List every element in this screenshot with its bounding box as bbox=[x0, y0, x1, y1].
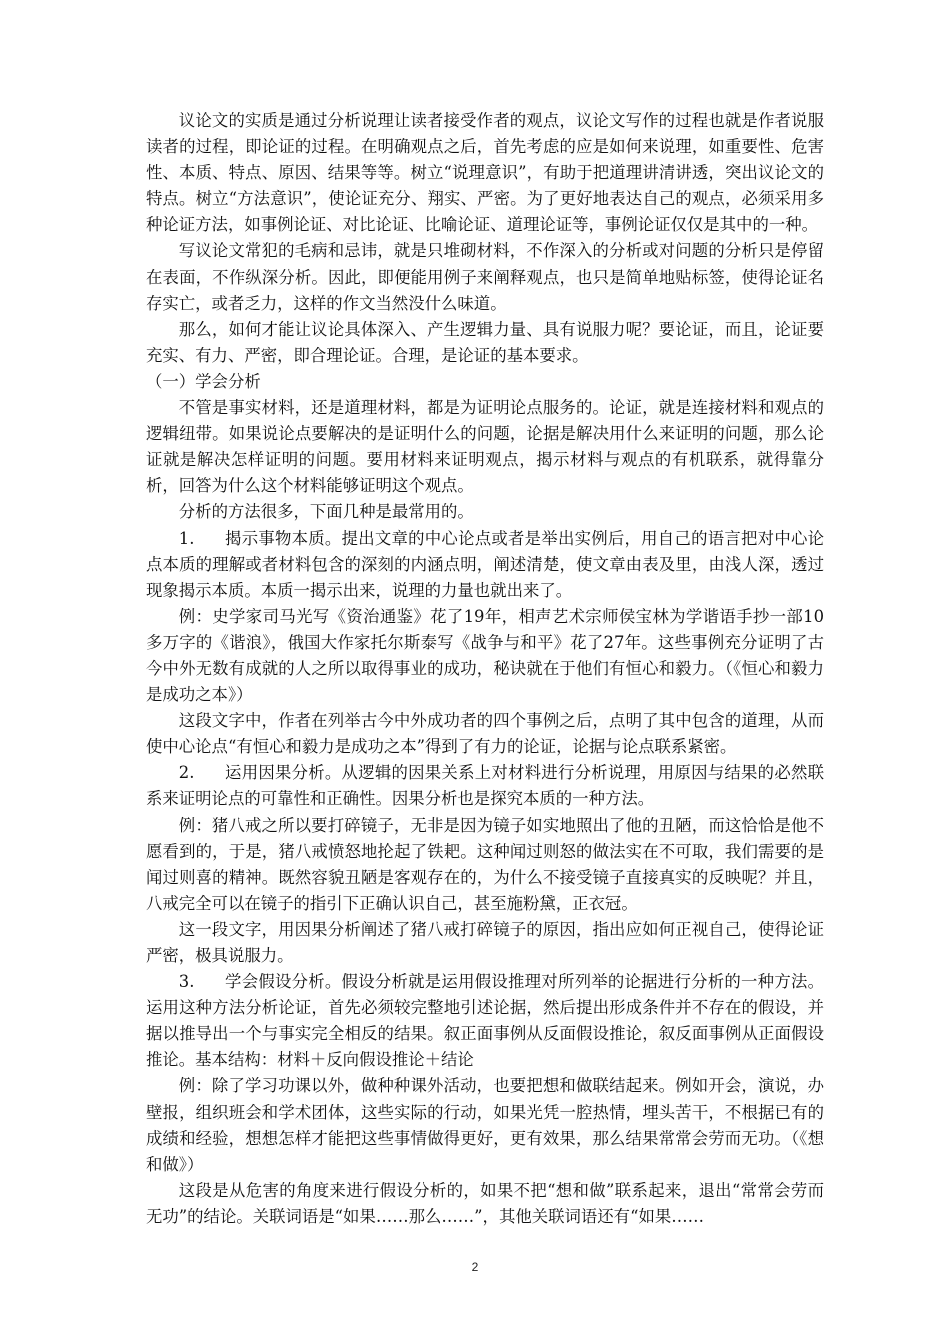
list-item-text: 揭示事物本质。提出文章的中心论点或者是举出实例后，用自己的语言把对中心论点本质的理解或者材料包含的深刻的内涵点明，阐述清楚，使文章由表及里，由浅人深，透过现象揭示本质。本质一揭示出来，说理的力量也就出来了。 bbox=[146, 528, 824, 600]
commentary-3: 这段是从危害的角度来进行假设分析的，如果不把“想和做”联系起来，退出“常常会劳而无功”的结论。关联词语是“如果……那么……”，其他关联词语还有“如果…… bbox=[146, 1180, 824, 1226]
page-number: 2 bbox=[471, 1260, 479, 1274]
list-item-number: 1. bbox=[178, 528, 195, 548]
list-item-text: 学会假设分析。假设分析就是运用假设推理对所列举的论据进行分析的一种方法。运用这种方法分析论证，首先必须较完整地引述论据，然后提出形成条件并不存在的假设，并据以推导出一个与事实完全相反的结果。叙正面事例从反面假设推论，叙反面事例从正面假设推论。基本结构：材料＋反向假设推论＋结论 bbox=[146, 972, 824, 1070]
list-item-text: 运用因果分析。从逻辑的因果关系上对材料进行分析说理，用原因与结果的必然联系来证明论点的可靠性和正确性。因果分析也是探究本质的一种方法。 bbox=[146, 763, 824, 809]
document-body bbox=[146, 108, 824, 1230]
example-1: 例：史学家司马光写《资治通鉴》花了19年，相声艺术宗师侯宝林为学谐语手抄一部10多万字的《谐浪》，俄国大作家托尔斯泰写《战争与和平》花了27年。这些事例充分证明了古今中外无数有成就的人之所以取得事业的成功，秘诀就在于他们有恒心和毅力。（《恒心和毅力是成功之本》） bbox=[146, 606, 824, 705]
example-2: 例：猪八戒之所以要打碎镜子，无非是因为镜子如实地照出了他的丑陋，而这恰恰是他不愿看到的，于是，猪八戒愤怒地抡起了铁耙。这种闻过则怒的做法实在不可取，我们需要的是闻过则喜的精神。既然容貌丑陋是客观存在的，为什么不接受镜子直接真实的反映呢？并且，八戒完全可以在镜子的指引下正确认识自己，甚至施粉黛，正衣冠。 bbox=[146, 815, 824, 913]
paragraph-intro: 议论文的实质是通过分析说理让读者接受作者的观点，议论文写作的过程也就是作者说服读者的过程，即论证的过程。在明确观点之后，首先考虑的应是如何来说理，如重要性、危害性、本质、特点、原因、结果等等。树立“说理意识”，有助于把道理讲清讲透，突出议论文的特点。树立“方法意识”，使论证充分、翔实、严密。为了更好地表达自己的观点，必须采用多种论证方法，如事例论证、对比论证、比喻论证、道理论证等，事例论证仅仅是其中的一种。 bbox=[146, 111, 824, 235]
paragraph-common-faults: 写议论文常犯的毛病和忌讳，就是只堆砌材料，不作深入的分析或对问题的分析只是停留在表面，不作纵深分析。因此，即便能用例子来阐释观点，也只是简单地贴标签，使得论证名存实亡，或者乏力，这样的作文当然没什么味道。 bbox=[146, 241, 824, 313]
commentary-1: 这段文字中，作者在列举古今中外成功者的四个事例之后，点明了其中包含的道理，从而使中心论点“有恒心和毅力是成功之本”得到了有力的论证，论据与论点联系紧密。 bbox=[146, 711, 824, 757]
section-heading: （一）学会分析 bbox=[146, 371, 261, 391]
list-item-3 bbox=[146, 969, 824, 1073]
list-item-number: 3. bbox=[178, 972, 195, 992]
paragraph-question: 那么，如何才能让议论具体深入、产生逻辑力量、具有说服力呢？要论证，而且，论证要充实、有力、严密，即合理论证。合理，是论证的基本要求。 bbox=[146, 319, 824, 365]
paragraph-methods-intro: 分析的方法很多，下面几种是最常用的。 bbox=[178, 502, 474, 522]
list-item-number: 2. bbox=[178, 763, 195, 783]
commentary-2: 这一段文字，用因果分析阐述了猪八戒打碎镜子的原因，指出应如何正视自己，使得论证严密，极具说服力。 bbox=[146, 919, 824, 965]
list-item-2 bbox=[146, 760, 824, 812]
example-3: 例：除了学习功课以外，做种种课外活动，也要把想和做联结起来。例如开会，演说，办壁报，组织班会和学术团体，这些实际的行动，如果光凭一腔热情，埋头苦干，不根据已有的成绩和经验，想想怎样才能把这些事情做得更好，更有效果，那么结果常常会劳而无功。（《想和做》） bbox=[146, 1076, 824, 1174]
list-item-1 bbox=[146, 526, 824, 604]
paragraph-analysis-role: 不管是事实材料，还是道理材料，都是为证明论点服务的。论证，就是连接材料和观点的逻辑纽带。如果说论点要解决的是证明什么的问题，论据是解决用什么来证明的问题，那么论证就是解决怎样证明的问题。要用材料来证明观点，揭示材料与观点的有机联系，就得靠分析，回答为什么这个材料能够证明这个观点。 bbox=[146, 398, 824, 496]
